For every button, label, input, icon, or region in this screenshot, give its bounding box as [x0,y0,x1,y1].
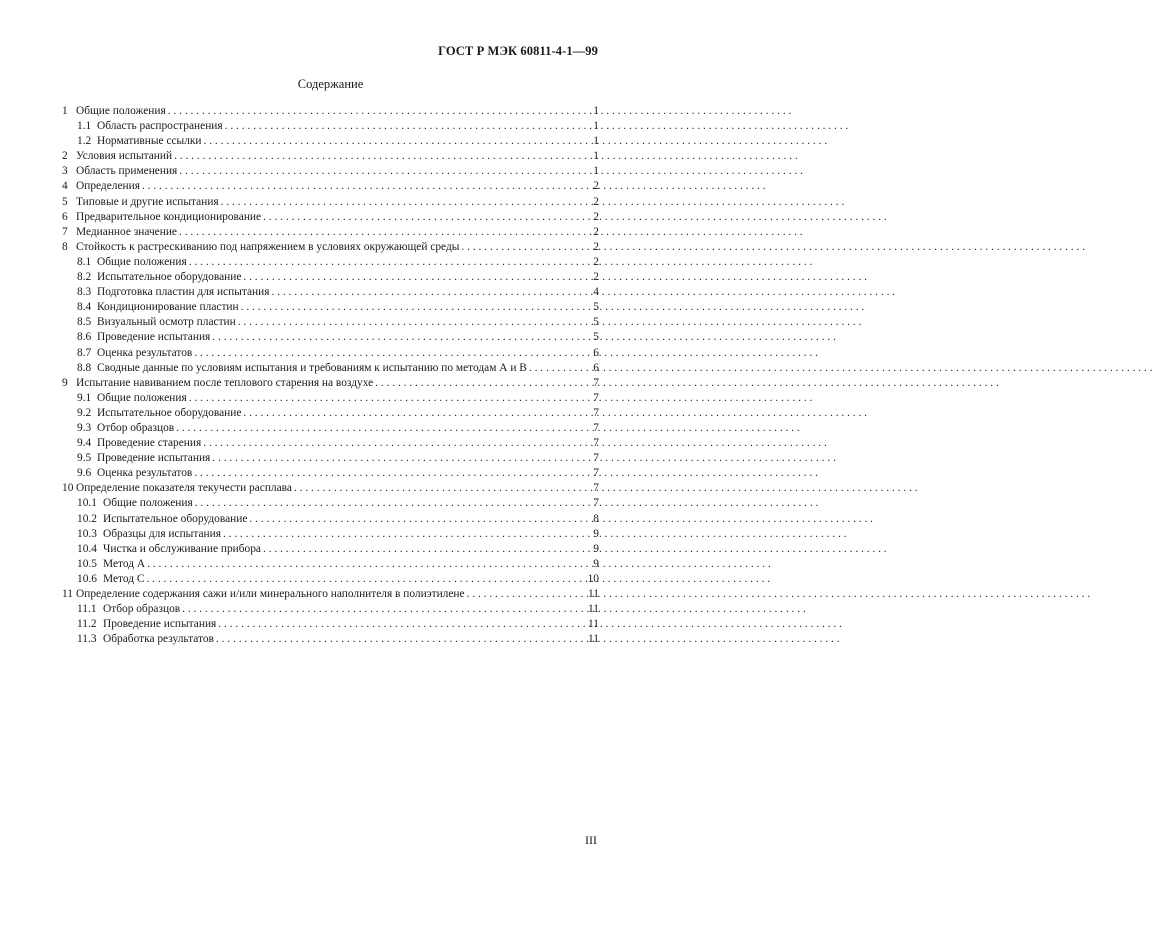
toc-entry-page: 4 [593,286,599,299]
toc-leader-dots [527,361,573,376]
toc-leader-dots [465,587,573,602]
toc-entry-page: 2 [593,210,599,223]
toc-entry-page: 7 [593,391,599,404]
toc-entry [62,300,599,315]
toc-entry-page: 8 [593,512,599,525]
toc-entry-number: 9.3 [77,421,92,434]
toc-leader-dots [459,240,573,255]
toc-entry-title: Проведение старения [97,437,202,450]
toc-leader-dots [292,481,573,496]
toc-entry-title: Проведение испытания [97,452,211,465]
toc-leader-dots [192,466,573,481]
toc-entry [62,240,599,255]
toc-entry-title: Стойкость к растрескиванию под напряжением в условиях окружающей среды [76,240,460,253]
toc-entry-page: 11 [588,603,599,616]
toc-entry-number: 5 [62,195,68,208]
toc-entry-title: Медианное значение [76,225,177,238]
toc-entry [62,164,599,179]
toc-entry [62,149,599,164]
toc-entry-title: Сводные данные по условиям испытания и требованиям к испытанию по методам А и В [97,361,527,374]
toc-entry-page: 11 [588,588,599,600]
toc-leader-dots [241,406,573,421]
toc-entry-number: 1.2 [77,135,92,148]
toc-entry-title: Область распространения [97,120,223,133]
toc-entry-page: 7 [593,376,599,389]
toc-entry-number: 10.1 [77,497,97,510]
toc-entry [62,119,599,134]
toc-entry-page: 1 [593,120,599,133]
toc-entry-title: Проведение испытания [103,618,217,631]
toc-leader-dots [210,330,573,345]
toc-entry-number: 1 [62,105,68,117]
toc-entry-page: 1 [593,135,599,148]
toc-title: Содержание [297,77,364,91]
toc-entry-title: Определения [76,180,140,193]
toc-entry-title: Метод А [103,557,146,570]
toc-entry-title: Проведение испытания [97,331,211,344]
toc-entry [62,391,599,406]
document-code: ГОСТ Р МЭК 60811-4-1—99 [438,44,598,58]
toc-entry [62,315,599,330]
toc-leader-dots [140,179,573,194]
toc-entry-number: 10.6 [77,572,97,585]
toc-entry [62,179,599,194]
toc-leader-dots [210,451,573,466]
toc-entry-page: 7 [593,497,599,510]
toc-leader-dots [177,225,573,240]
toc-leader-dots [223,119,573,134]
toc-leader-dots [201,436,573,451]
toc-entry [62,602,599,617]
toc-entry-title: Оценка результатов [97,346,193,359]
toc-entry-page: 2 [593,195,599,208]
toc-entry-page: 11 [588,633,599,646]
toc-leader-dots [180,602,573,617]
toc-entry-number: 8.3 [77,286,92,299]
toc-leader-dots [261,542,573,557]
toc-leader-dots [192,346,573,361]
toc-leader-dots [269,285,573,300]
toc-leader-dots [236,315,573,330]
toc-entry-title: Испытательное оборудование [97,406,242,419]
toc-entry [62,225,599,240]
toc-entry-title: Типовые и другие испытания [76,195,219,208]
toc-leader-dots [202,134,573,149]
toc-leader-dots [172,149,573,164]
toc-entry-title: Оценка результатов [97,467,193,480]
toc-entry-page: 2 [593,240,599,253]
toc-entry-page: 7 [593,406,599,419]
toc-entry [62,406,599,421]
toc-entry [62,361,599,376]
toc-leader-dots [144,572,573,587]
toc-leader-dots [221,527,573,542]
toc-entry [62,572,599,587]
toc-entry [62,436,599,451]
toc-entry-number: 11.1 [77,603,97,616]
toc-entry [62,481,599,496]
toc-entry-title: Предварительное кондиционирование [76,210,262,223]
toc-entry-number: 9.2 [77,406,92,419]
toc-entry [62,632,599,647]
toc-entry-page: 10 [587,572,599,585]
toc-entry-number: 9.6 [77,467,92,480]
toc-entry-number: 10.3 [77,527,97,540]
toc-entry [62,512,599,527]
toc-entry-number: 8.8 [77,361,92,374]
toc-entry-page: 7 [593,437,599,450]
toc-entry-title: Общие положения [103,497,193,510]
toc-entry [62,285,599,300]
toc-leader-dots [241,270,573,285]
toc-leader-dots [214,632,573,647]
toc-entry-number: 9.5 [77,452,92,465]
toc-entry-number: 6 [62,210,68,223]
toc-leader-dots [177,164,573,179]
toc-entry-title: Подготовка пластин для испытания [97,286,270,299]
toc-entry-number: 10.2 [77,512,97,525]
toc-entry-page: 2 [593,225,599,238]
toc-entry-page: 9 [593,542,599,555]
toc-entry-page: 7 [593,452,599,465]
toc-entry-title: Метод С [103,572,145,585]
toc-entry-page: 9 [593,527,599,540]
toc-entry-title: Общие положения [76,105,166,117]
toc-entry-title: Визуальный осмотр пластин [97,316,236,329]
toc-entry [62,134,599,149]
toc-entry-number: 9 [62,376,68,389]
toc-entry-number: 10.4 [77,542,97,555]
toc-leader-dots [166,104,573,119]
toc-entry-page: 2 [593,271,599,284]
toc-entry-title: Определение показателя текучести расплава [76,482,292,495]
toc-entry-page: 2 [593,180,599,193]
toc-entry-title: Испытательное оборудование [97,271,242,284]
toc-entry-number: 8 [62,240,68,253]
toc-entry [62,617,599,632]
toc-entry-page: 6 [593,361,599,374]
toc-entry-title: Условия испытаний [76,150,173,163]
toc-entry [62,542,599,557]
toc-entry [62,270,599,285]
toc-entry-page: 7 [593,421,599,434]
toc-leader-dots [174,421,573,436]
toc-entry-title: Общие положения [97,255,187,268]
toc-leader-dots [193,496,573,511]
toc-entry [62,104,599,119]
toc-entry [62,496,599,511]
toc-entry-title: Испытание навиванием после теплового старения на воздухе [76,376,374,389]
toc-entry-page: 11 [588,618,599,631]
toc-entry-number: 9.1 [77,391,92,404]
toc-entry-page: 5 [593,316,599,329]
toc-entry-page: 1 [593,165,599,178]
toc-entry-number: 10 [62,482,74,495]
toc-entry-number: 11.2 [77,618,97,631]
toc-entry-number: 11.3 [77,633,97,646]
toc-leader-dots [247,512,573,527]
toc-entry-number: 8.1 [77,255,92,268]
toc-entry-title: Кондиционирование пластин [97,301,239,314]
toc-entry [62,330,599,345]
toc-entry [62,527,599,542]
toc-entry-title: Определение содержания сажи и/или минерального наполнителя в полиэтилене [76,588,465,600]
table-of-contents [62,104,599,647]
toc-entry-number: 9.4 [77,437,92,450]
toc-entry-number: 3 [62,165,68,178]
toc-entry-page: 5 [593,301,599,314]
toc-entry-page: 6 [593,346,599,359]
toc-entry [62,255,599,270]
toc-entry-number: 8.2 [77,271,92,284]
toc-entry [62,346,599,361]
toc-entry-title: Чистка и обслуживание прибора [103,542,261,555]
toc-entry-page: 7 [593,482,599,495]
toc-entry [62,557,599,572]
toc-entry-page: 1 [593,150,599,163]
toc-entry-title: Отбор образцов [97,421,175,434]
toc-entry-title: Отбор образцов [103,603,181,616]
toc-entry [62,210,599,225]
toc-entry-page: 9 [593,557,599,570]
page-number: III [585,833,597,847]
toc-entry [62,451,599,466]
toc-entry-number: 8.5 [77,316,92,329]
toc-leader-dots [239,300,573,315]
toc-leader-dots [216,617,573,632]
toc-entry-number: 2 [62,150,68,163]
toc-entry-title: Область применения [76,165,178,178]
toc-entry [62,376,599,391]
toc-leader-dots [261,210,573,225]
toc-leader-dots [145,557,573,572]
toc-entry [62,466,599,481]
toc-entry-number: 4 [62,180,68,193]
toc-entry-number: 8.4 [77,301,92,314]
toc-entry [62,587,599,602]
toc-entry-number: 10.5 [77,557,97,570]
toc-entry [62,195,599,210]
toc-leader-dots [219,195,573,210]
toc-entry-number: 7 [62,225,68,238]
toc-entry-page: 2 [593,255,599,268]
toc-leader-dots [373,376,573,391]
toc-leader-dots [187,255,573,270]
toc-entry-title: Общие положения [97,391,187,404]
toc-entry-page: 5 [593,331,599,344]
toc-entry-page: 1 [593,105,599,117]
toc-entry-title: Испытательное оборудование [103,512,248,525]
toc-leader-dots [187,391,573,406]
toc-entry-title: Обработка результатов [103,633,214,646]
toc-entry-number: 1.1 [77,120,92,133]
toc-entry-number: 8.6 [77,331,92,344]
toc-entry-title: Нормативные ссылки [97,135,202,148]
toc-entry [62,421,599,436]
toc-entry-number: 8.7 [77,346,92,359]
toc-entry-title: Образцы для испытания [103,527,221,540]
toc-entry-page: 7 [593,467,599,480]
toc-entry-number: 11 [62,588,73,600]
